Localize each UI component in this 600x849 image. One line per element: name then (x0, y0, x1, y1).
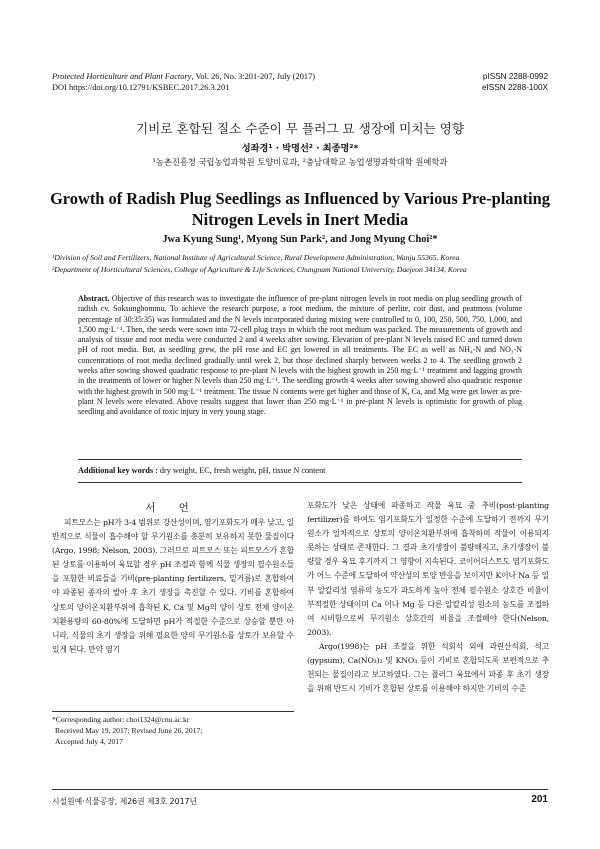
english-affiliations (52, 252, 548, 275)
intro-left-column: 피트모스는 pH가 3-4 범위로 강산성이며, 염기포화도가 매우 낮고, 일반적으로 식물이 흡수해야 할 무기원소를 충분히 보유하지 못한 물질이다(Argo, 1998; Nelson, 2003). 그러므로 피트모스 또는 피트모스가 혼합된 상토를 이용하여 육묘할 경우 pH 조절과 함께 식물 생장의 필수원소들을 포함한 비료들을 기비(pre-planting fertilizers, 밑거름)로 혼합하여야 파종된 종자의 발아 후 초기 생장을 촉진할 수 있다. 기비를 혼합하여 상토의 양이온치환부위에 흡착된 K, Ca 및 Mg의 양이 상토 전체 양이온치환용량의 60-80%에 도달하면 pH가 적절한 수준으로 상승할 뿐만 아니라, 식물의 초기 생장을 위해 필요한 양의 무기원소를 상토가 보유할 수 있게 된다. 만약 염기 (52, 518, 294, 654)
abstract (78, 294, 522, 418)
eissn: eISSN 2288-100X (482, 82, 548, 92)
corresponding-author: *Corresponding author: choi1324@cnu.ac.kr (52, 715, 190, 724)
korean-affiliations: ¹농촌진흥청 국립농업과학원 토양비료과, ²충남대학교 농업생명과학대학 원예학과 (152, 157, 448, 167)
intro-paragraph-1: 포화도가 낮은 상태에 파종하고 작물 육묘 중 추비(post-planting fertilizer)를 하여도 염기포화도가 일정한 수준에 도달하기 전까지 무기원소가 일차적으로 상토의 양이온치환부위에 흡착하며 작물이 이용되지 못하는 상태로 존재한다. 그 결과 초기생장이 불량해지고, 초기생장이 불량할 경우 육묘 후기까지 그 영향이 지속된다. 코이어더스트도 염기포화도가 어느 수준에 도달하여 약산성의 토양 반응을 보이지만 K이나 Na 등 일부 알칼리성 염류의 농도가 과도하게 높아 전체 필수원소 상호간 비율이 부적절한 상태이며 Ca 이나 Mg 등 다른 알칼리성 원소의 농도를 조절하여 시비함으로써 무기원소 상호간의 비율을 조절해야 한다(Nelson, 2003). (307, 501, 549, 637)
divider-top (78, 459, 522, 460)
divider-bottom (78, 482, 522, 483)
doi-link[interactable]: DOI https://doi.org/10.12791/KSBEC.2017.26.3.201 (52, 82, 230, 92)
section-heading: 서 언 (145, 502, 199, 514)
keywords (78, 466, 522, 475)
footnote-divider (52, 711, 294, 712)
english-title: Growth of Radish Plug Seedlings as Influenced by Various Pre-planting Nitrogen Levels in Inert Media (50, 189, 550, 229)
keywords-text: dry weight, EC, fresh weight, pH, tissue N content (157, 466, 326, 475)
issn-block (482, 72, 548, 93)
pissn: pISSN 2288-0992 (482, 72, 548, 81)
footnote (52, 714, 302, 748)
intro-paragraph-2: Argo(1998)는 pH 조절을 위한 석회석 외에 과린산석회, 석고(gypsum), Ca(NO₃)₂ 및 KNO₃ 등이 기비로 혼합되도록 보편적으로 추천되는 물질이라고 보고하였다. 그는 플러그 육묘에서 파종 후 초기 생장을 위해 반드시 기비가 혼합된 상토를 이용해야 하지만 기비의 수준 (307, 641, 549, 694)
english-authors: Jwa Kyung Sung¹, Myong Sun Park², and Jong Myung Choi²* (162, 234, 438, 245)
journal-name: Protected Horticulture and Plant Factory (52, 72, 192, 81)
page-number: 201 (531, 794, 548, 805)
keywords-label: Additional key words : (78, 466, 158, 475)
affiliation-1: ¹Division of Soil and Fertilizers, National Institute of Agricultural Science, Rural Development Administration, Wanju 55365, Korea (52, 253, 460, 262)
abstract-label: Abstract. (78, 294, 110, 303)
footer-divider (52, 789, 548, 790)
footer-journal: 시설원예·식물공장, 제26권 제3호 2017년 (52, 797, 198, 806)
received-date: Received May 19, 2017; Revised June 26, 2017; (55, 726, 203, 736)
affiliation-2: ²Department of Horticultural Sciences, College of Agriculture & Life Sciences, Chungnam National University, Daejeon 34134, Korea (52, 264, 467, 274)
accepted-date: Accepted July 4, 2017 (55, 737, 123, 747)
intro-right-column (307, 499, 549, 696)
journal-citation: , Vol. 26, No. 3:201-207, July (2017) (191, 72, 316, 81)
abstract-text: Objective of this research was to investigate the influence of pre-plant nitrogen levels in root media on plug seedling growth of radish cv. Soksungbommu. To achieve the research purpose, a root medium, the mixture of perlite, coir dust, and peatmoss (volume percentage of 30:35:35) was formulated and the N levels incorporated during mixing were controlled to 0, 100, 250, 500, 750, 1,000, and 1,500 mg·L⁻¹. Then, the seeds were sown into 72-cell plug trays in which the root medium was packed. The measurements of growth and analysis of tissue and root media were conducted 2 and 4 weeks after sowing. Elevation of pre-plant N levels raised EC and turned down pH of root media. But, as seedling grew, the pH rose and EC get lowered in all treatments. The EC as well as NH₄-N and NO₃-N concentrations of root media declined gradually until week 2, but those declined sharply between weeks 2 to 4. The seedling growth 2 weeks after sowing showed quadratic response to pre-plant N levels with the highest growth in 250 mg·L⁻¹ treatment and lagging growth in the treatments of lower or higher N levels than 250 mg·L⁻¹. The seedling growth 4 weeks after sowing showed also quadratic response with the highest growth in 500 mg·L⁻¹ treatment. The tissue N contents were get higher and those of K, Ca, and Mg were get lower as pre-plant N levels were elevated. Above results suggest that lower than 250 mg·L⁻¹ in pre-plant N levels is optimistic for growth of plug seedling and avoidance of toxic injury in very young stage. (78, 294, 522, 417)
korean-title: 기비로 혼합된 질소 수준이 무 플러그 묘 생장에 미치는 영향 (135, 121, 464, 136)
korean-authors: 성좌경¹ · 박명선² · 최종명²* (241, 143, 359, 154)
journal-header (52, 72, 315, 93)
